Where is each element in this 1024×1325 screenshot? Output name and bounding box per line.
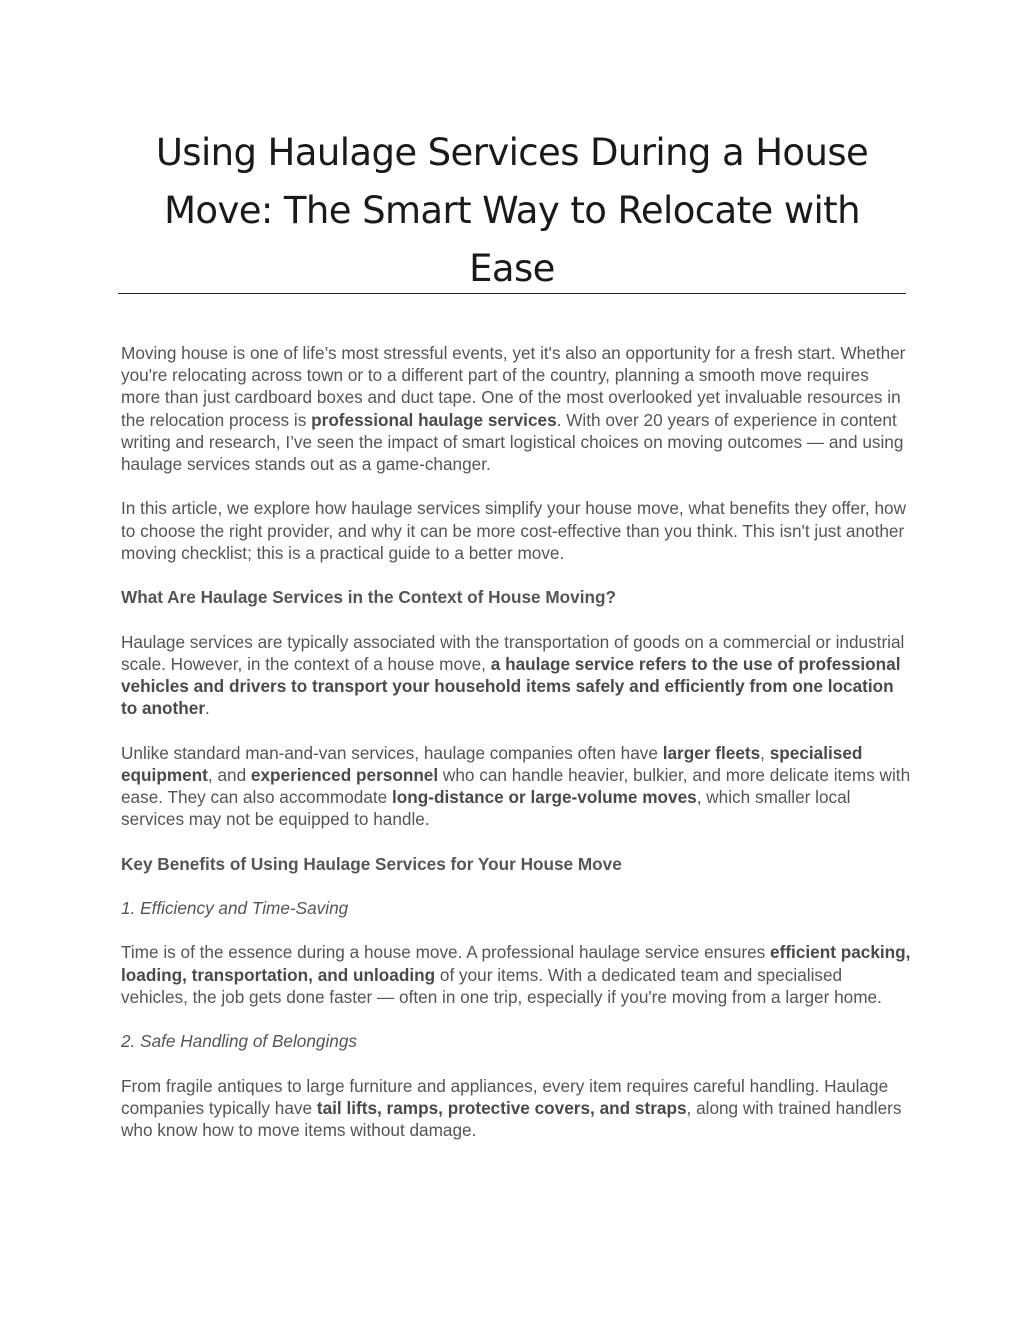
definition-paragraph [121,631,911,720]
intro-text-2: . With over 20 years of experience in content writing and research, I’ve seen the impact of smart logistical choices on moving outcomes — and using haulage services stands out as a game-changer. [121,409,904,475]
safe-handling-paragraph [121,1075,911,1142]
title-underline [118,293,906,294]
section-heading-key-benefits: Key Benefits of Using Haulage Services for Your House Move [121,853,622,874]
intro-text-1: Moving house is one of life’s most stressful events, yet it's also an opportunity for a fresh start. Whether you're relocating across town or to a different part of the country, planning a smooth move requires more than just cardboard boxes and duct tape. One of the most overlooked yet invaluable resources in the relocation process is [121,343,906,430]
subheading-safe-handling: 2. Safe Handling of Belongings [121,1031,358,1052]
comparison-bold-1: larger fleets [662,742,761,763]
comparison-text-2: , [760,742,770,763]
section-heading-what-are-haulage: What Are Haulage Services in the Context of House Moving? [121,587,617,608]
comparison-text-5: , which smaller local services may not be equipped to handle. [121,787,851,830]
definition-bold-1: a haulage service refers to the use of professional vehicles and drivers to transport your household items safely and efficiently from one location to another [121,653,901,719]
page-title: Using Haulage Services During a House Move: The Smart Way to Relocate with Ease [155,131,869,290]
subheading-efficiency: 1. Efficiency and Time-Saving [121,897,349,918]
efficiency-text-1: Time is of the essence during a house move. A professional haulage service ensures [121,942,771,963]
efficiency-paragraph [121,941,911,1008]
comparison-text-1: Unlike standard man-and-van services, haulage companies often have [121,742,663,763]
comparison-text-4: who can handle heavier, bulkier, and more delicate items with ease. They can also accommodate [121,764,911,807]
comparison-bold-4: long-distance or large-volume moves [392,787,697,807]
definition-text-2: . [205,698,210,719]
article-body [121,342,911,1141]
efficiency-text-2: of your items. With a dedicated team and specialised vehicles, the job gets done faster — often in one trip, especially if you're moving from a larger home. [121,964,882,1007]
intro-bold-1: professional haulage services [311,409,557,430]
comparison-bold-2: specialised equipment [121,742,863,785]
comparison-paragraph [121,742,911,831]
comparison-text-3: , and [207,764,251,785]
definition-text-1: Haulage services are typically associated with the transportation of goods on a commercial or industrial scale. However, in the context of a house move, [121,631,905,674]
article-overview-paragraph: In this article, we explore how haulage services simplify your house move, what benefits they offer, how to choose the right provider, and why it can be more cost-effective than you think. This isn't just another moving checklist; this is a practical guide to a better move. [121,498,906,563]
safe-handling-bold-1: tail lifts, ramps, protective covers, and straps [316,1097,687,1118]
safe-handling-text-1: From fragile antiques to large furniture and appliances, every item requires careful handling. Haulage companies typically have [121,1075,889,1118]
comparison-bold-3: experienced personnel [250,764,439,785]
safe-handling-text-2: , along with trained handlers who know how to move items without damage. [121,1097,902,1140]
efficiency-bold-1: efficient packing, loading, transportation, and unloading [121,942,911,985]
intro-paragraph [121,342,911,475]
